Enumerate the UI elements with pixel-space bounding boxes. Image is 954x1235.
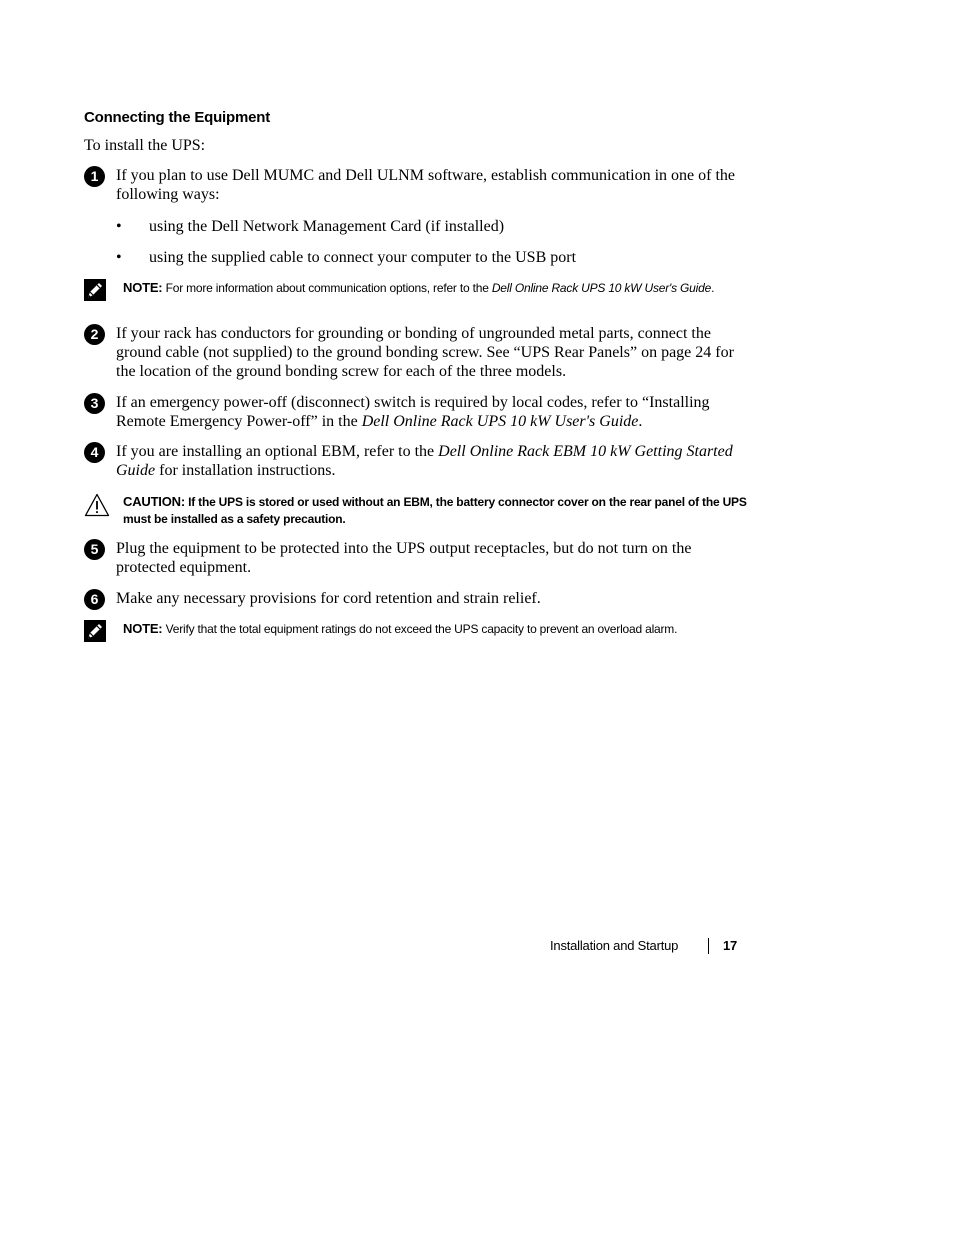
step-number-badge: 5 [84,539,105,560]
note-text [123,279,748,297]
note-label: NOTE: [123,621,163,636]
page-number: 17 [723,938,738,953]
step-number-badge: 3 [84,393,105,414]
step-number-badge: 2 [84,324,105,345]
step-text: If your rack has conductors for grounding or bonding of ungrounded metal parts, connect the ground cable (not supplied) to the ground bonding screw. See “UPS Rear Panels” on page 24 for the location of the ground bonding screw for each of the three models. [116,325,734,380]
step-number-badge: 4 [84,442,105,463]
section-heading: Connecting the Equipment [84,109,271,126]
intro-text: To install the UPS: [84,137,206,154]
footer-section-title: Installation and Startup [550,938,679,953]
pencil-note-icon [84,279,106,301]
step-text: Plug the equipment to be protected into the UPS output receptacles, but do not turn on the protected equipment. [116,540,692,576]
step-text-body: If you are installing an optional EBM, refer to the [116,443,439,460]
note-text [123,620,748,638]
note-label: NOTE: [123,280,163,295]
caution-label: CAUTION: [123,494,185,509]
bullet-text: using the supplied cable to connect your computer to the USB port [149,249,577,266]
note-body: For more information about communication options, refer to the [162,281,492,295]
step-text-body: If an emergency power-off (disconnect) switch is required by local codes, refer to “Installing Remote Emergency Power-off” in the [116,394,710,430]
note-body: Verify that the total equipment ratings do not exceed the UPS capacity to prevent an overload alarm. [162,622,678,636]
step-text [116,393,746,431]
caution-body: If the UPS is stored or used without an EBM, the battery connector cover on the rear panel of the UPS must be installed as a safety precaution. [123,495,747,526]
step-number-badge: 6 [84,589,105,610]
step-reference-title: Dell Online Rack UPS 10 kW User's Guide [361,413,639,430]
bullet-symbol: • [116,218,122,235]
step-text: Make any necessary provisions for cord retention and strain relief. [116,590,541,607]
warning-triangle-icon [84,493,110,517]
step-text-end: . [638,413,643,430]
caution-text [123,493,748,528]
pencil-note-icon [84,620,106,642]
step-text: If you plan to use Dell MUMC and Dell ULNM software, establish communication in one of the following ways: [116,167,735,203]
step-text [116,442,746,480]
footer-separator [708,938,709,954]
note-reference-title: Dell Online Rack UPS 10 kW User's Guide [491,281,712,295]
note-body-end: . [711,281,715,295]
step-text-end: for installation instructions. [155,462,336,479]
step-number-badge: 1 [84,166,105,187]
bullet-text: using the Dell Network Management Card (if installed) [149,218,505,235]
bullet-symbol: • [116,249,122,266]
step-reference-title: Dell Online Rack EBM 10 kW Getting Started Guide [116,443,733,479]
